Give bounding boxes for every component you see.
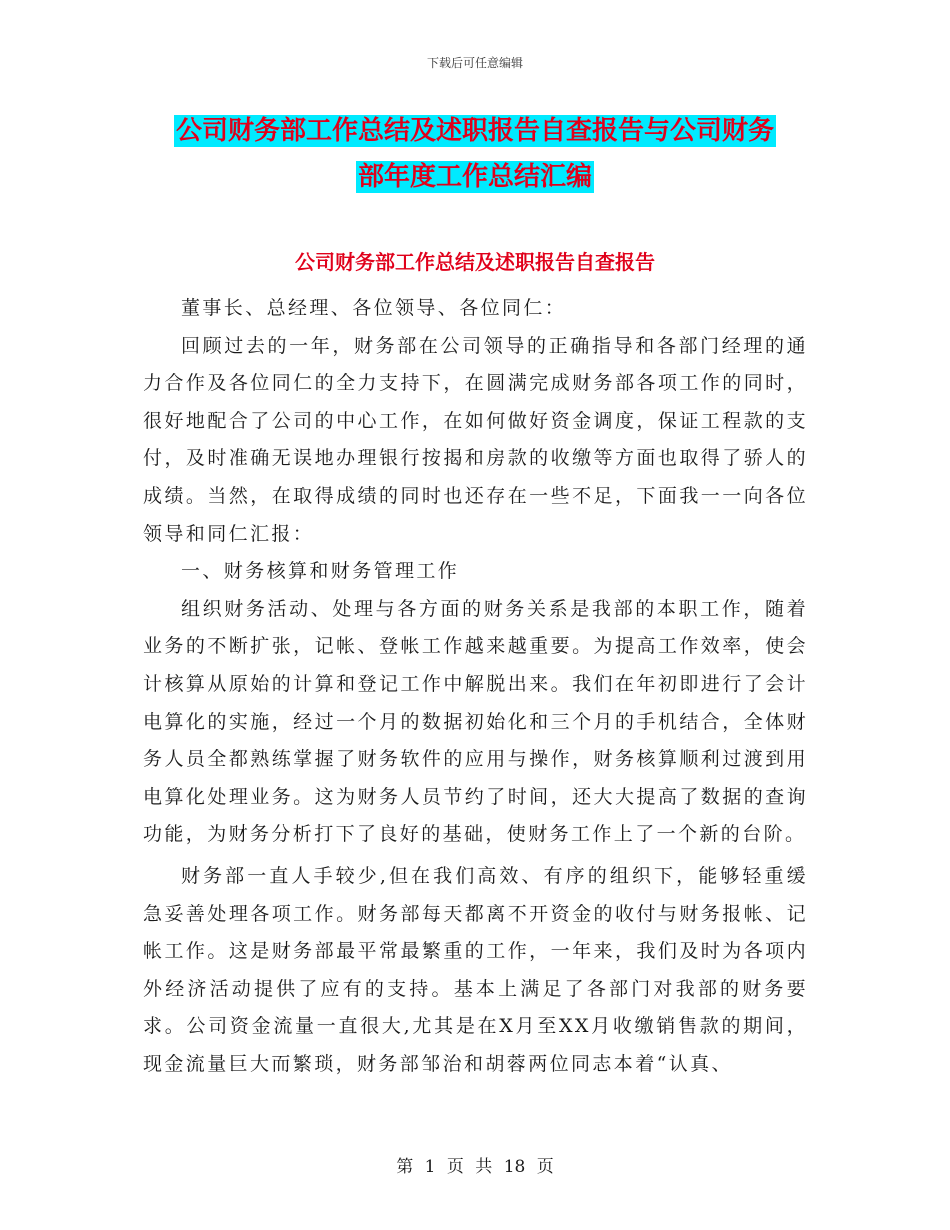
- page-footer: 第 1 页 共 18 页: [396, 1157, 554, 1177]
- document-title: [0, 108, 950, 200]
- header-note: 下载后可任意编辑: [426, 56, 523, 70]
- body-paragraph: 组织财务活动、处理与各方面的财务关系是我部的本职工作，随着业务的不断扩张，记帐、登帐工作越来越重要。为提高工作效率，使会计核算从原始的计算和登记工作中解脱出来。我们在年初即进行了会计电算化的实施，经过一个月的数据初始化和三个月的手机结合，全体财务人员全都熟练掌握了财务软件的应用与操作，财务核算顺利过渡到用电算化处理业务。这为财务人员节约了时间，还大大提高了数据的查询功能，为财务分析打下了良好的基础，使财务工作上了一个新的台阶。: [143, 597, 808, 846]
- document-title-line-1: 公司财务部工作总结及述职报告自查报告与公司财务: [175, 116, 774, 146]
- document-body: [143, 290, 808, 1083]
- section-heading-paragraph: 一、财务核算和财务管理工作: [181, 560, 460, 583]
- document-title-line-2: 部年度工作总结汇编: [357, 162, 592, 192]
- body-paragraph: 回顾过去的一年，财务部在公司领导的正确指导和各部门经理的通力合作及各位同仁的全力支持下，在圆满完成财务部各项工作的同时，很好地配合了公司的中心工作，在如何做好资金调度，保证工程款的支付，及时准确无误地办理银行按揭和房款的收缴等方面也取得了骄人的成绩。当然，在取得成绩的同时也还存在一些不足，下面我一一向各位领导和同仁汇报：: [143, 334, 808, 545]
- section-title: 公司财务部工作总结及述职报告自查报告: [295, 250, 655, 274]
- salutation-paragraph: 董事长、总经理、各位领导、各位同仁：: [181, 297, 567, 319]
- body-paragraph: 财务部一直人手较少,但在我们高效、有序的组织下，能够轻重缓急妥善处理各项工作。财务部每天都离不开资金的收付与财务报帐、记帐工作。这是财务部最平常最繁重的工作，一年来，我们及时为各项内外经济活动提供了应有的支持。基本上满足了各部门对我部的财务要求。公司资金流量一直很大,尤其是在X月至XX月收缴销售款的期间，现金流量巨大而繁琐，财务部邹治和胡蓉两位同志本着“认真、: [143, 864, 808, 1075]
